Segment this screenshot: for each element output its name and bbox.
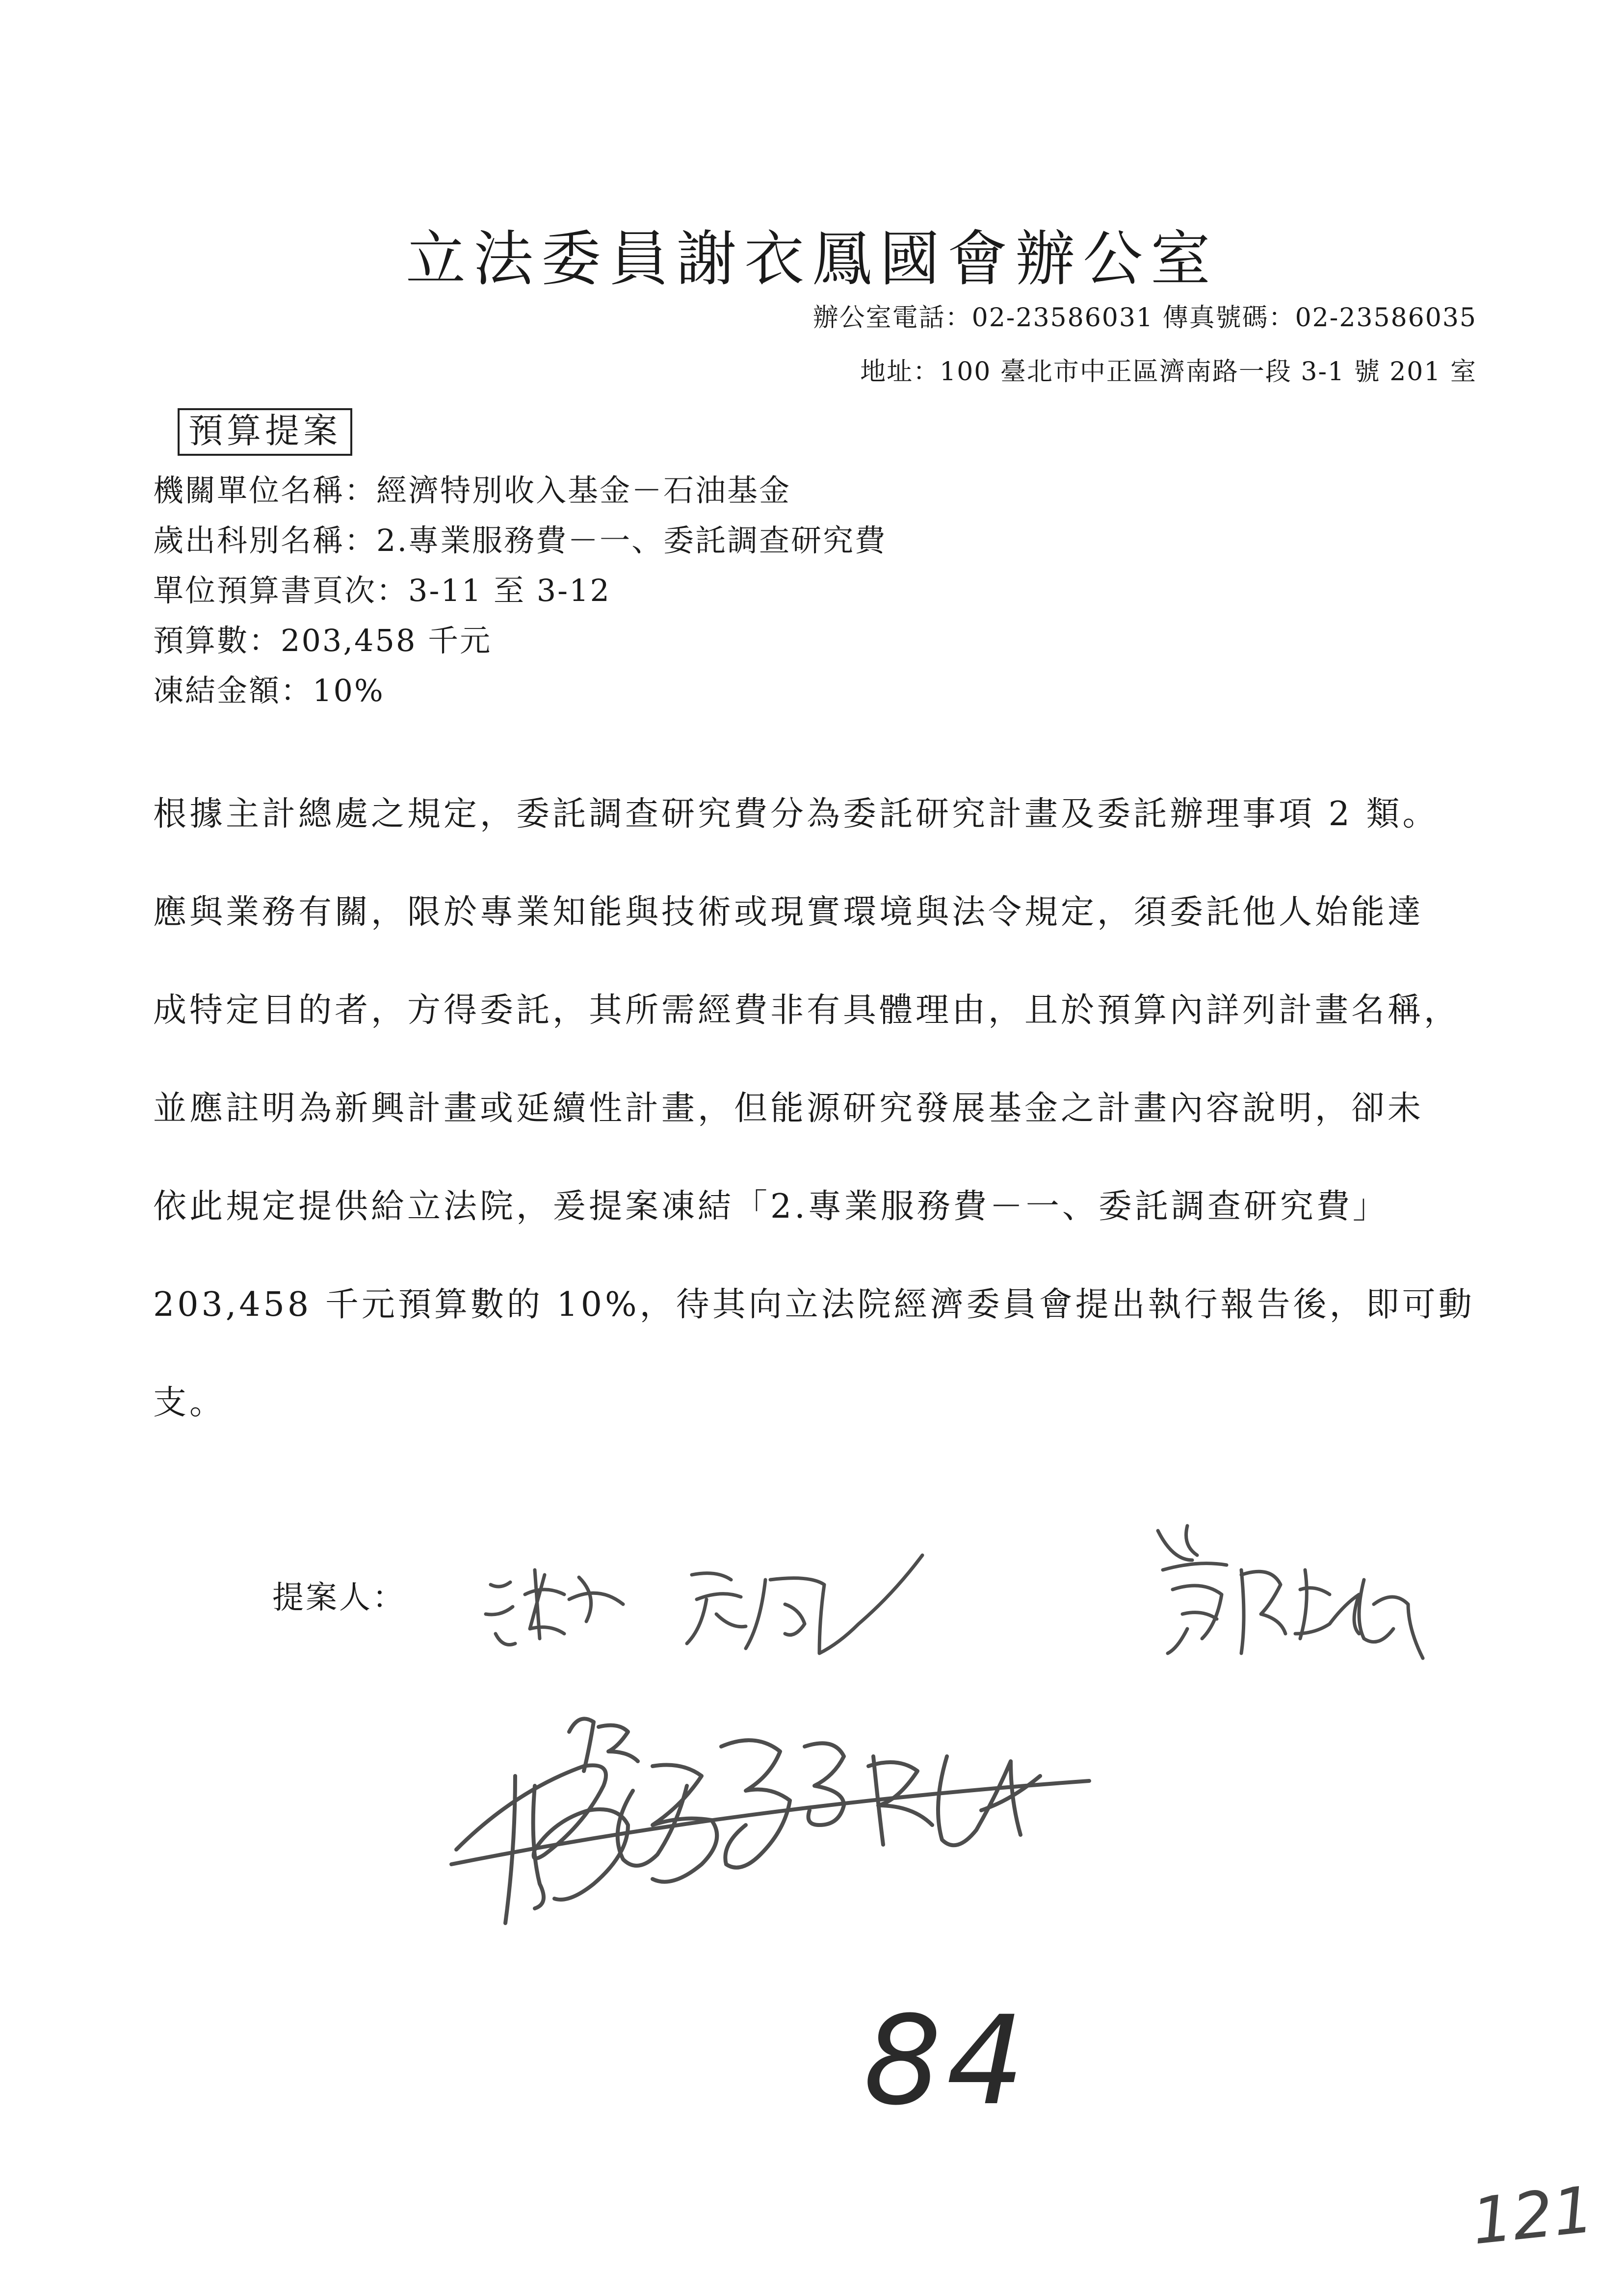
signature-xie	[486, 1555, 922, 1653]
body-text-line: 203,458 千元預算數的 10%，待其向立法院經濟委員會提出執行報告後，即可動	[153, 1285, 1475, 1324]
address-line: 地址：100 臺北市中正區濟南路一段 3-1 號 201 室	[860, 357, 1477, 387]
budget-amount-field: 預算數：203,458 千元	[153, 623, 492, 658]
body-text-line: 根據主計總處之規定，委託調查研究費分為委託研究計畫及委託辦理事項 2 類。	[153, 795, 1439, 834]
body-text-line: 成特定目的者，方得委託，其所需經費非有具體理由，且於預算內詳列計畫名稱，	[153, 991, 1461, 1030]
signature-zheng	[1158, 1526, 1423, 1658]
office-title: 立法委員謝衣鳳國會辦公室	[406, 224, 1218, 294]
expenditure-item-field: 歲出科別名稱：2.專業服務費－一、委託調查研究費	[153, 522, 887, 558]
proposal-type-tag: 預算提案	[178, 408, 352, 456]
phone-fax-line: 辦公室電話：02-23586031 傳真號碼：02-23586035	[812, 303, 1477, 333]
handwritten-page-number: 121	[1468, 2172, 1598, 2259]
body-text-line: 並應註明為新興計畫或延續性計畫，但能源研究發展基金之計畫內容說明，卻未	[153, 1089, 1424, 1128]
body-text-line: 依此規定提供給立法院，爰提案凍結「2.專業服務費－一、委託調查研究費」	[153, 1187, 1389, 1226]
body-text-line: 支。	[153, 1383, 226, 1422]
proposer-label: 提案人：	[272, 1580, 406, 1616]
agency-name-field: 機關單位名稱：經濟特別收入基金－石油基金	[153, 472, 791, 508]
budget-book-pages-field: 單位預算書頁次：3-11 至 3-12	[153, 573, 611, 608]
frozen-amount-field: 凍結金額：10%	[153, 673, 385, 708]
handwritten-number: 84	[864, 1989, 1030, 2132]
body-text-line: 應與業務有關，限於專業知能與技術或現實環境與法令規定，須委託他人始能達	[153, 893, 1424, 932]
signature-yang	[451, 1719, 1089, 1923]
